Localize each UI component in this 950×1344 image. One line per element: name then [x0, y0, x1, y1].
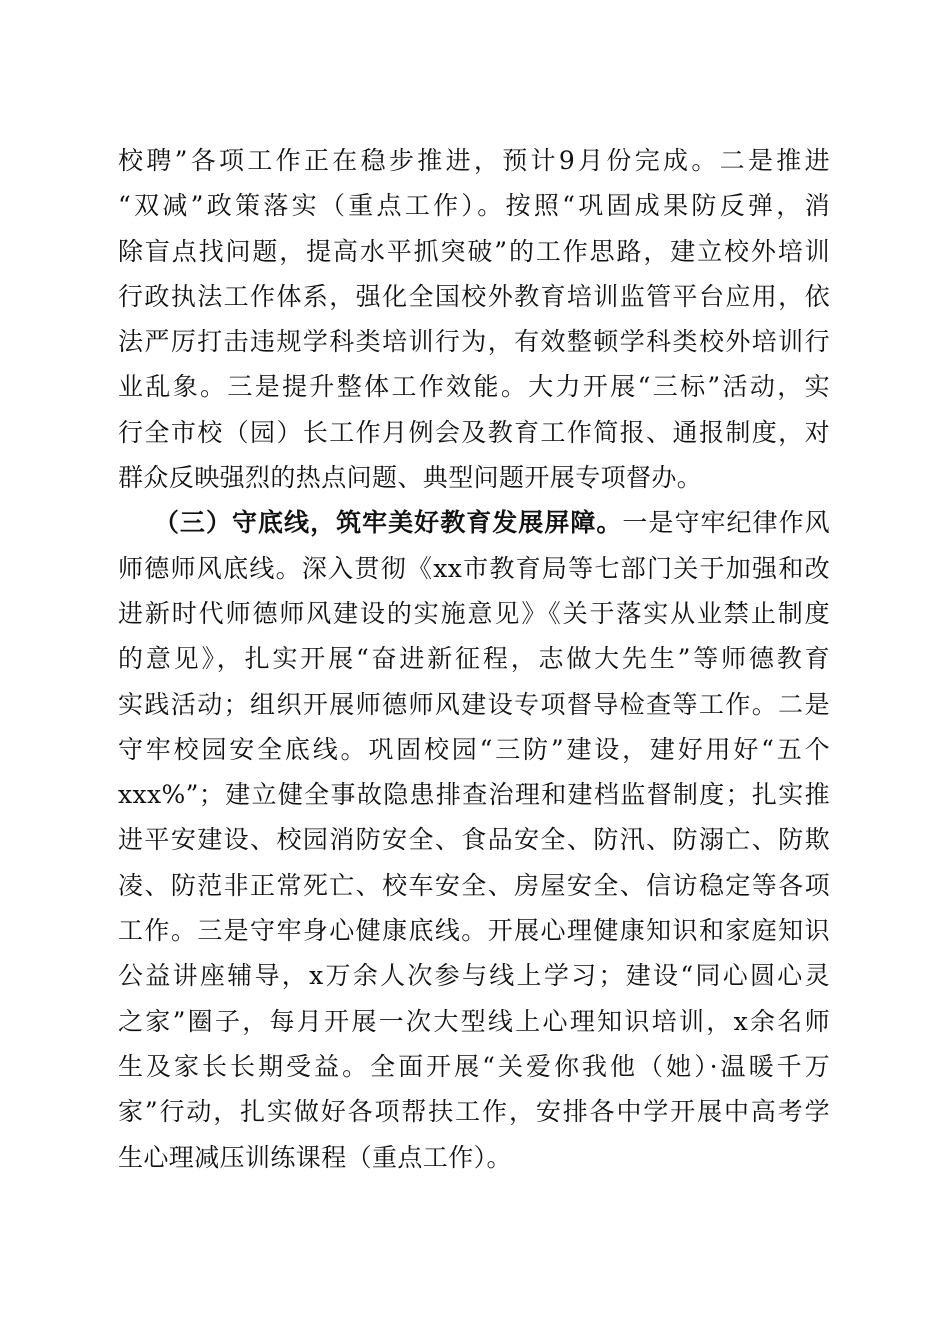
text-line: 法严厉打击违规学科类培训行为，有效整顿学科类校外培训行	[118, 327, 830, 357]
text-line: 实践活动；组织开展师德师风建设专项督导检查等工作。二是	[118, 689, 830, 719]
paragraph-2	[118, 500, 830, 1179]
text-line: 进平安建设、校园消防安全、食品安全、防汛、防溺亡、防欺	[118, 825, 830, 855]
indent	[118, 508, 154, 537]
text-line: 群众反映强烈的热点问题、典型问题开展专项督办。	[118, 463, 703, 493]
text-line: 行全市校（园）长工作月例会及教育工作简报、通报制度，对	[118, 417, 830, 447]
text-line: 守牢校园安全底线。巩固校园“三防”建设，建好用好“五个	[118, 734, 830, 764]
text-line: 生心理减压训练课程（重点工作）。	[118, 1142, 512, 1172]
heading-line-rest: 一是守牢纪律作风	[622, 508, 831, 538]
text-line: 师德师风底线。深入贯彻《xx市教育局等七部门关于加强和改	[118, 553, 830, 583]
text-line: 业乱象。三是提升整体工作效能。大力开展“三标”活动，实	[118, 372, 830, 402]
text-line: 进新时代师德师风建设的实施意见》《关于落实从业禁止制度	[118, 598, 830, 628]
text-line: 生及家长长期受益。全面开展“关爱你我他（她）·温暖千万	[118, 1051, 830, 1081]
text-line: 工作。三是守牢身心健康底线。开展心理健康知识和家庭知识	[118, 916, 830, 946]
document-page	[118, 138, 830, 1180]
text-line: 家”行动，扎实做好各项帮扶工作，安排各中学开展中高考学	[118, 1097, 830, 1127]
text-line: 之家”圈子，每月开展一次大型线上心理知识培训，x余名师	[118, 1006, 830, 1036]
text-line: 行政执法工作体系，强化全国校外教育培训监管平台应用，依	[118, 281, 830, 311]
paragraph-heading-line	[118, 500, 830, 545]
text-line: “双减”政策落实（重点工作）。按照“巩固成果防反弹，消	[118, 191, 830, 221]
section-heading: （三）守底线，筑牢美好教育发展屏障。	[153, 508, 623, 538]
text-line: xxx%”；建立健全事故隐患排查治理和建档监督制度；扎实推	[118, 780, 830, 810]
paragraph-1	[118, 138, 830, 500]
text-line: 凌、防范非正常死亡、校车安全、房屋安全、信访稳定等各项	[118, 870, 830, 900]
text-line: 的意见》，扎实开展“奋进新征程，志做大先生”等师德教育	[118, 644, 830, 674]
text-line: 除盲点找问题，提高水平抓突破”的工作思路，建立校外培训	[118, 236, 830, 266]
text-line: 校聘”各项工作正在稳步推进，预计9月份完成。二是推进	[118, 146, 830, 175]
text-line: 公益讲座辅导，x万余人次参与线上学习；建设“同心圆心灵	[118, 961, 830, 991]
